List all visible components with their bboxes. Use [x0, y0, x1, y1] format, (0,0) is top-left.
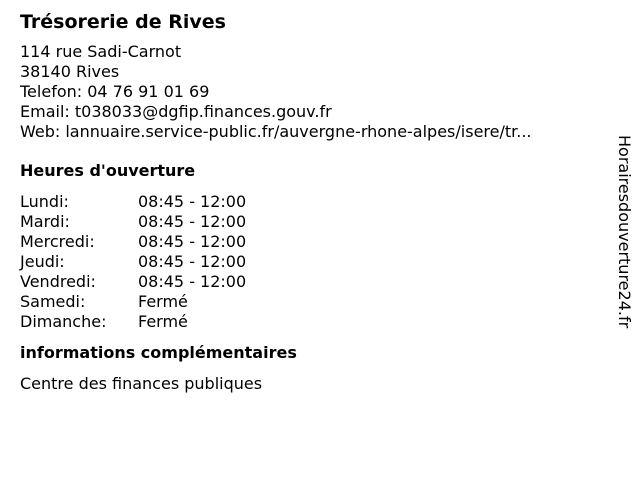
hours-row-sunday — [20, 312, 600, 332]
street-address: 114 rue Sadi-Carnot — [20, 42, 182, 61]
day-label: Mardi: — [20, 212, 70, 231]
info-text: Centre des finances publiques — [20, 374, 263, 393]
day-label: Samedi: — [20, 292, 86, 311]
hours-row-thursday — [20, 252, 600, 272]
time-value: Fermé — [138, 312, 188, 331]
hours-table — [20, 192, 600, 332]
time-value: 08:45 - 12:00 — [138, 192, 247, 211]
time-value: 08:45 - 12:00 — [138, 212, 247, 231]
hours-row-friday — [20, 272, 600, 292]
hours-heading: Heures d'ouverture — [20, 161, 196, 180]
day-label: Jeudi: — [20, 252, 65, 271]
time-value: Fermé — [138, 292, 188, 311]
hours-row-monday — [20, 192, 600, 212]
hours-row-saturday — [20, 292, 600, 312]
time-value: 08:45 - 12:00 — [138, 252, 247, 271]
page-title: Trésorerie de Rives — [20, 11, 226, 33]
time-value: 08:45 - 12:00 — [138, 272, 247, 291]
hours-row-tuesday — [20, 212, 600, 232]
day-label: Dimanche: — [20, 312, 107, 331]
hours-row-wednesday — [20, 232, 600, 252]
web-line: Web: lannuaire.service-public.fr/auvergne-rhone-alpes/isere/tr... — [20, 122, 532, 141]
day-label: Lundi: — [20, 192, 69, 211]
email-line: Email: t038033@dgfip.finances.gouv.fr — [20, 102, 332, 121]
business-card — [20, 10, 600, 394]
phone-line: Telefon: 04 76 91 01 69 — [20, 82, 210, 101]
site-watermark: Horairesdouverture24.fr — [615, 135, 634, 329]
time-value: 08:45 - 12:00 — [138, 232, 247, 251]
day-label: Vendredi: — [20, 272, 96, 291]
city-address: 38140 Rives — [20, 62, 120, 81]
info-heading: informations complémentaires — [20, 343, 297, 362]
day-label: Mercredi: — [20, 232, 95, 251]
